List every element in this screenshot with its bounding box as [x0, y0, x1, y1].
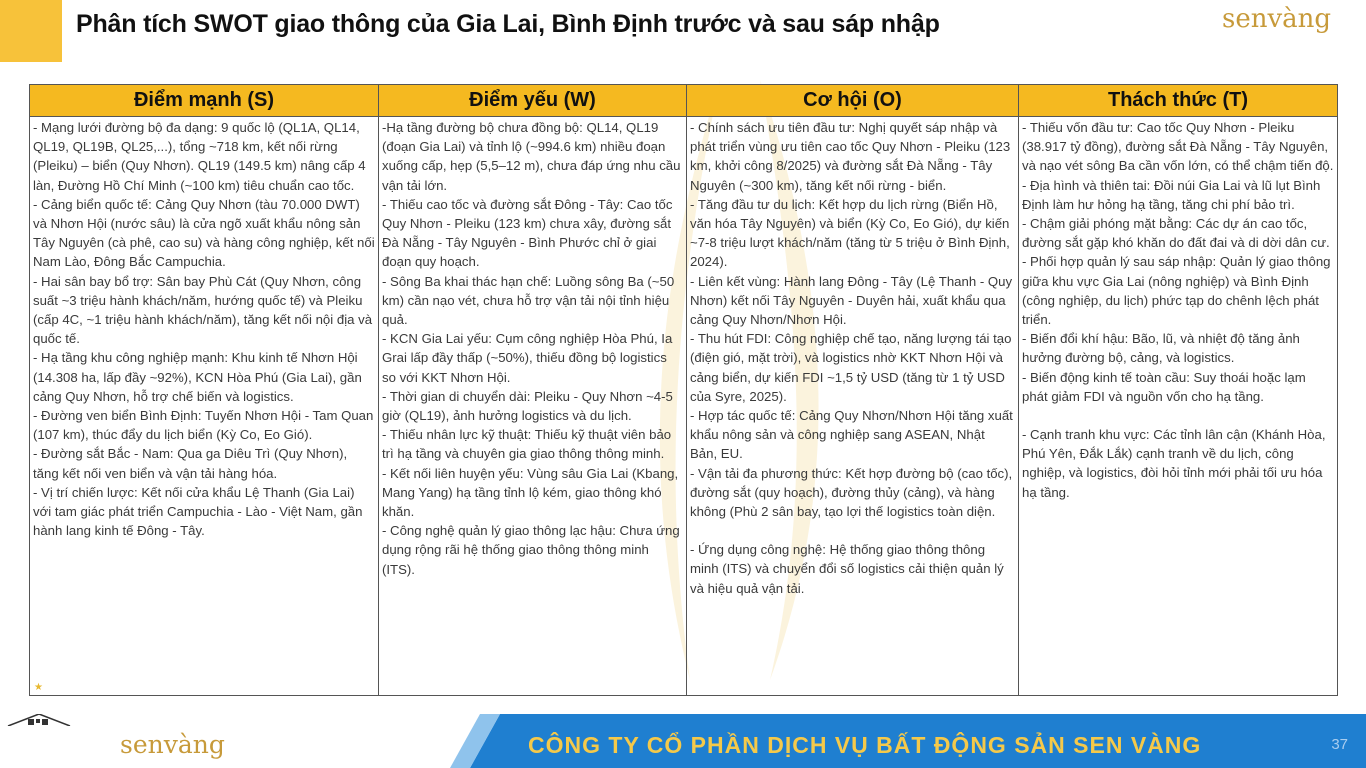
qr-code-icon	[6, 714, 72, 726]
weaknesses-heading: Điểm yếu (W)	[379, 85, 687, 117]
list-item: -Hạ tầng đường bộ chưa đồng bộ: QL14, QL19 (đoạn Gia Lai) và tỉnh lộ (~994.6 km) nhiều đoạn xuống cấp, hẹp (5,5–12 m), chưa đáp ứng nhu cầu vận tải lớn.	[382, 120, 681, 193]
list-item: - Sông Ba khai thác hạn chế: Luồng sông Ba (~50 km) cần nạo vét, chưa hỗ trợ vận tải nội tỉnh hiệu quả.	[382, 273, 675, 328]
company-name: CÔNG TY CỔ PHẦN DỊCH VỤ BẤT ĐỘNG SẢN SEN VÀNG	[528, 732, 1202, 758]
strengths-cell	[30, 117, 379, 696]
list-item: - Công nghệ quản lý giao thông lạc hậu: Chưa ứng dụng rộng rãi hệ thống giao thông thông minh (ITS).	[382, 523, 680, 577]
list-item: - Thu hút FDI: Công nghiệp chế tạo, năng lượng tái tạo (điện gió, mặt trời), và logistics nhờ KKT Nhơn Hội và cảng biển, dự kiến FDI ~1,5 tỷ USD (tăng từ 1 tỷ USD của Syre, 2025).	[690, 331, 1012, 404]
list-item: - KCN Gia Lai yếu: Cụm công nghiệp Hòa Phú, Ia Grai lấp đầy thấp (~50%), thiếu đồng bộ logistics so với KKT Nhơn Hội.	[382, 331, 673, 385]
list-item: - Đường sắt Bắc - Nam: Qua ga Diêu Trì (Quy Nhơn), tăng kết nối ven biển và vận tải hàng hóa.	[33, 446, 348, 481]
swot-body-row	[30, 117, 1338, 696]
list-item: - Thiếu nhân lực kỹ thuật: Thiếu kỹ thuật viên bảo trì hạ tầng và chuyên gia giao thông thông minh.	[382, 427, 672, 462]
list-item: - Biến đổi khí hậu: Bão, lũ, và nhiệt độ tăng ảnh hưởng đường bộ, cảng, và logistics.	[1022, 331, 1300, 366]
list-item: - Tăng đầu tư du lịch: Kết hợp du lịch rừng (Biển Hồ, văn hóa Tây Nguyên) và biển (Kỳ Co, Eo Gió), dự kiến ~7-8 triệu lượt khách/năm (tăng từ 5 triệu ở Bình Định, 2024).	[690, 196, 1010, 270]
threats-heading: Thách thức (T)	[1019, 85, 1338, 117]
list-item: - Kết nối liên huyện yếu: Vùng sâu Gia Lai (Kbang, Mang Yang) hạ tầng tỉnh lộ kém, giao thông khó khăn.	[382, 465, 679, 520]
list-item: - Địa hình và thiên tai: Đồi núi Gia Lai và lũ lụt Bình Định làm hư hỏng hạ tầng, tăng chi phí bảo trì.	[1022, 177, 1321, 212]
list-item: - Đường ven biển Bình Định: Tuyến Nhơn Hội - Tam Quan (107 km), thúc đẩy du lịch biển (Kỳ Co, Eo Gió).	[33, 408, 374, 443]
footer-logo	[120, 730, 225, 759]
list-item: - Hạ tầng khu công nghiệp mạnh: Khu kinh tế Nhơn Hội (14.308 ha, lấp đầy ~92%), KCN Hòa Phú (Gia Lai), gần cảng Quy Nhơn, hỗ trợ chế biến và logistics.	[33, 350, 362, 404]
page-number: 37	[1331, 736, 1348, 753]
spacer	[1022, 406, 1334, 425]
footer-bar	[0, 714, 1366, 768]
star-icon: ★	[34, 682, 43, 693]
corner-accent-block	[0, 0, 62, 62]
spacer	[690, 521, 1015, 540]
list-item: - Thiếu vốn đầu tư: Cao tốc Quy Nhơn - Pleiku (38.917 tỷ đồng), đường sắt Đà Nẵng - Tây Nguyên, và nạo vét sông Ba cần vốn lớn, có thể chậm tiến độ.	[1022, 120, 1334, 174]
list-item: - Thời gian di chuyển dài: Pleiku - Quy Nhơn ~4-5 giờ (QL19), ảnh hưởng logistics và du lịch.	[382, 388, 673, 424]
opportunities-cell	[687, 117, 1019, 696]
list-item: - Chính sách ưu tiên đầu tư: Nghị quyết sáp nhập và phát triển vùng ưu tiên cao tốc Quy Nhơn - Pleiku (123 km, khởi công 8/2025) và đường sắt Đà Nẵng - Tây Nguyên (~300 km), tăng kết nối rừng - biển.	[690, 120, 1011, 193]
list-item: - Biến động kinh tế toàn cầu: Suy thoái hoặc lạm phát giảm FDI và nguồn vốn cho hạ tầng.	[1022, 369, 1306, 404]
list-item: - Cảng biển quốc tế: Cảng Quy Nhơn (tàu 70.000 DWT) và Nhơn Hội (nước sâu) là cửa ngõ xuất khẩu nông sản Tây Nguyên (cà phê, cao su) và hàng công nghiệp, kết nối Nam Lào, Đông Bắc Campuchia.	[33, 196, 375, 270]
footer-wave-shape	[0, 714, 500, 768]
list-item: - Thiếu cao tốc và đường sắt Đông - Tây: Cao tốc Quy Nhơn - Pleiku (123 km) chưa xây, đường sắt Đà Nẵng - Tây Nguyên - Bình Phước chỉ ở giai đoạn quy hoạch.	[382, 196, 673, 270]
strengths-heading: Điểm mạnh (S)	[30, 85, 379, 117]
opportunities-heading: Cơ hội (O)	[687, 85, 1019, 117]
logo-text: senvàng	[1222, 4, 1332, 34]
list-item: - Ứng dụng công nghệ: Hệ thống giao thông thông minh (ITS) và chuyển đổi số logistics cải thiện quản lý và hiệu quả vận tải.	[690, 542, 1004, 596]
list-item: - Phối hợp quản lý sau sáp nhập: Quản lý giao thông giữa khu vực Gia Lai (nông nghiệp) và Bình Định (công nghiệp, du lịch) phức tạp do chênh lệch phát triển.	[1022, 254, 1331, 328]
threats-cell	[1019, 117, 1338, 696]
swot-header-row	[30, 85, 1338, 117]
logo	[1222, 4, 1354, 50]
weaknesses-cell	[379, 117, 687, 696]
list-item: - Hợp tác quốc tế: Cảng Quy Nhơn/Nhơn Hội tăng xuất khẩu nông sản và công nghiệp sang ASEAN, Nhật Bản, EU.	[690, 408, 1013, 462]
swot-table	[29, 84, 1338, 696]
list-item: - Chậm giải phóng mặt bằng: Các dự án cao tốc, đường sắt gặp khó khăn do đất đai và di dời dân cư.	[1022, 216, 1330, 251]
list-item: - Hai sân bay bổ trợ: Sân bay Phù Cát (Quy Nhơn, công suất ~3 triệu hành khách/năm, hướng quốc tế) và Pleiku (cấp 4C, ~1 triệu hành khách/năm), tăng kết nối nội địa và quốc tế.	[33, 273, 373, 347]
list-item: - Cạnh tranh khu vực: Các tỉnh lân cận (Khánh Hòa, Phú Yên, Đắk Lắk) cạnh tranh về du lịch, công nghiệp, và logistics, đòi hỏi tỉnh mới phải tối ưu hóa hạ tầng.	[1022, 427, 1326, 500]
list-item: - Vận tải đa phương thức: Kết hợp đường bộ (cao tốc), đường sắt (quy hoạch), đường thủy (cảng), và hàng không (Phù 2 sân bay, tạo lợi thế logistics toàn diện.	[690, 465, 1013, 520]
page-title: Phân tích SWOT giao thông của Gia Lai, Bình Định trước và sau sáp nhập	[76, 10, 940, 38]
list-item: - Vị trí chiến lược: Kết nối cửa khẩu Lệ Thanh (Gia Lai) với tam giác phát triển Campuchia - Lào - Việt Nam, gần hành lang kinh tế Đông - Tây.	[33, 484, 363, 539]
list-item: - Mạng lưới đường bộ đa dạng: 9 quốc lộ (QL1A, QL14, QL19, QL19B, QL25,...), tổng ~718 km, kết nối rừng (Pleiku) – biển (Quy Nhơn). QL19 (149.5 km) nâng cấp 4 làn, Đường Hồ Chí Minh (~100 km) tiêu chuẩn cao tốc.	[33, 120, 366, 193]
footer-logo-text: senvàng	[120, 730, 225, 759]
list-item: - Liên kết vùng: Hành lang Đông - Tây (Lệ Thanh - Quy Nhơn) kết nối Tây Nguyên - Duyên hải, xuất khẩu qua cảng Quy Nhơn/Nhơn Hội.	[690, 273, 1013, 328]
